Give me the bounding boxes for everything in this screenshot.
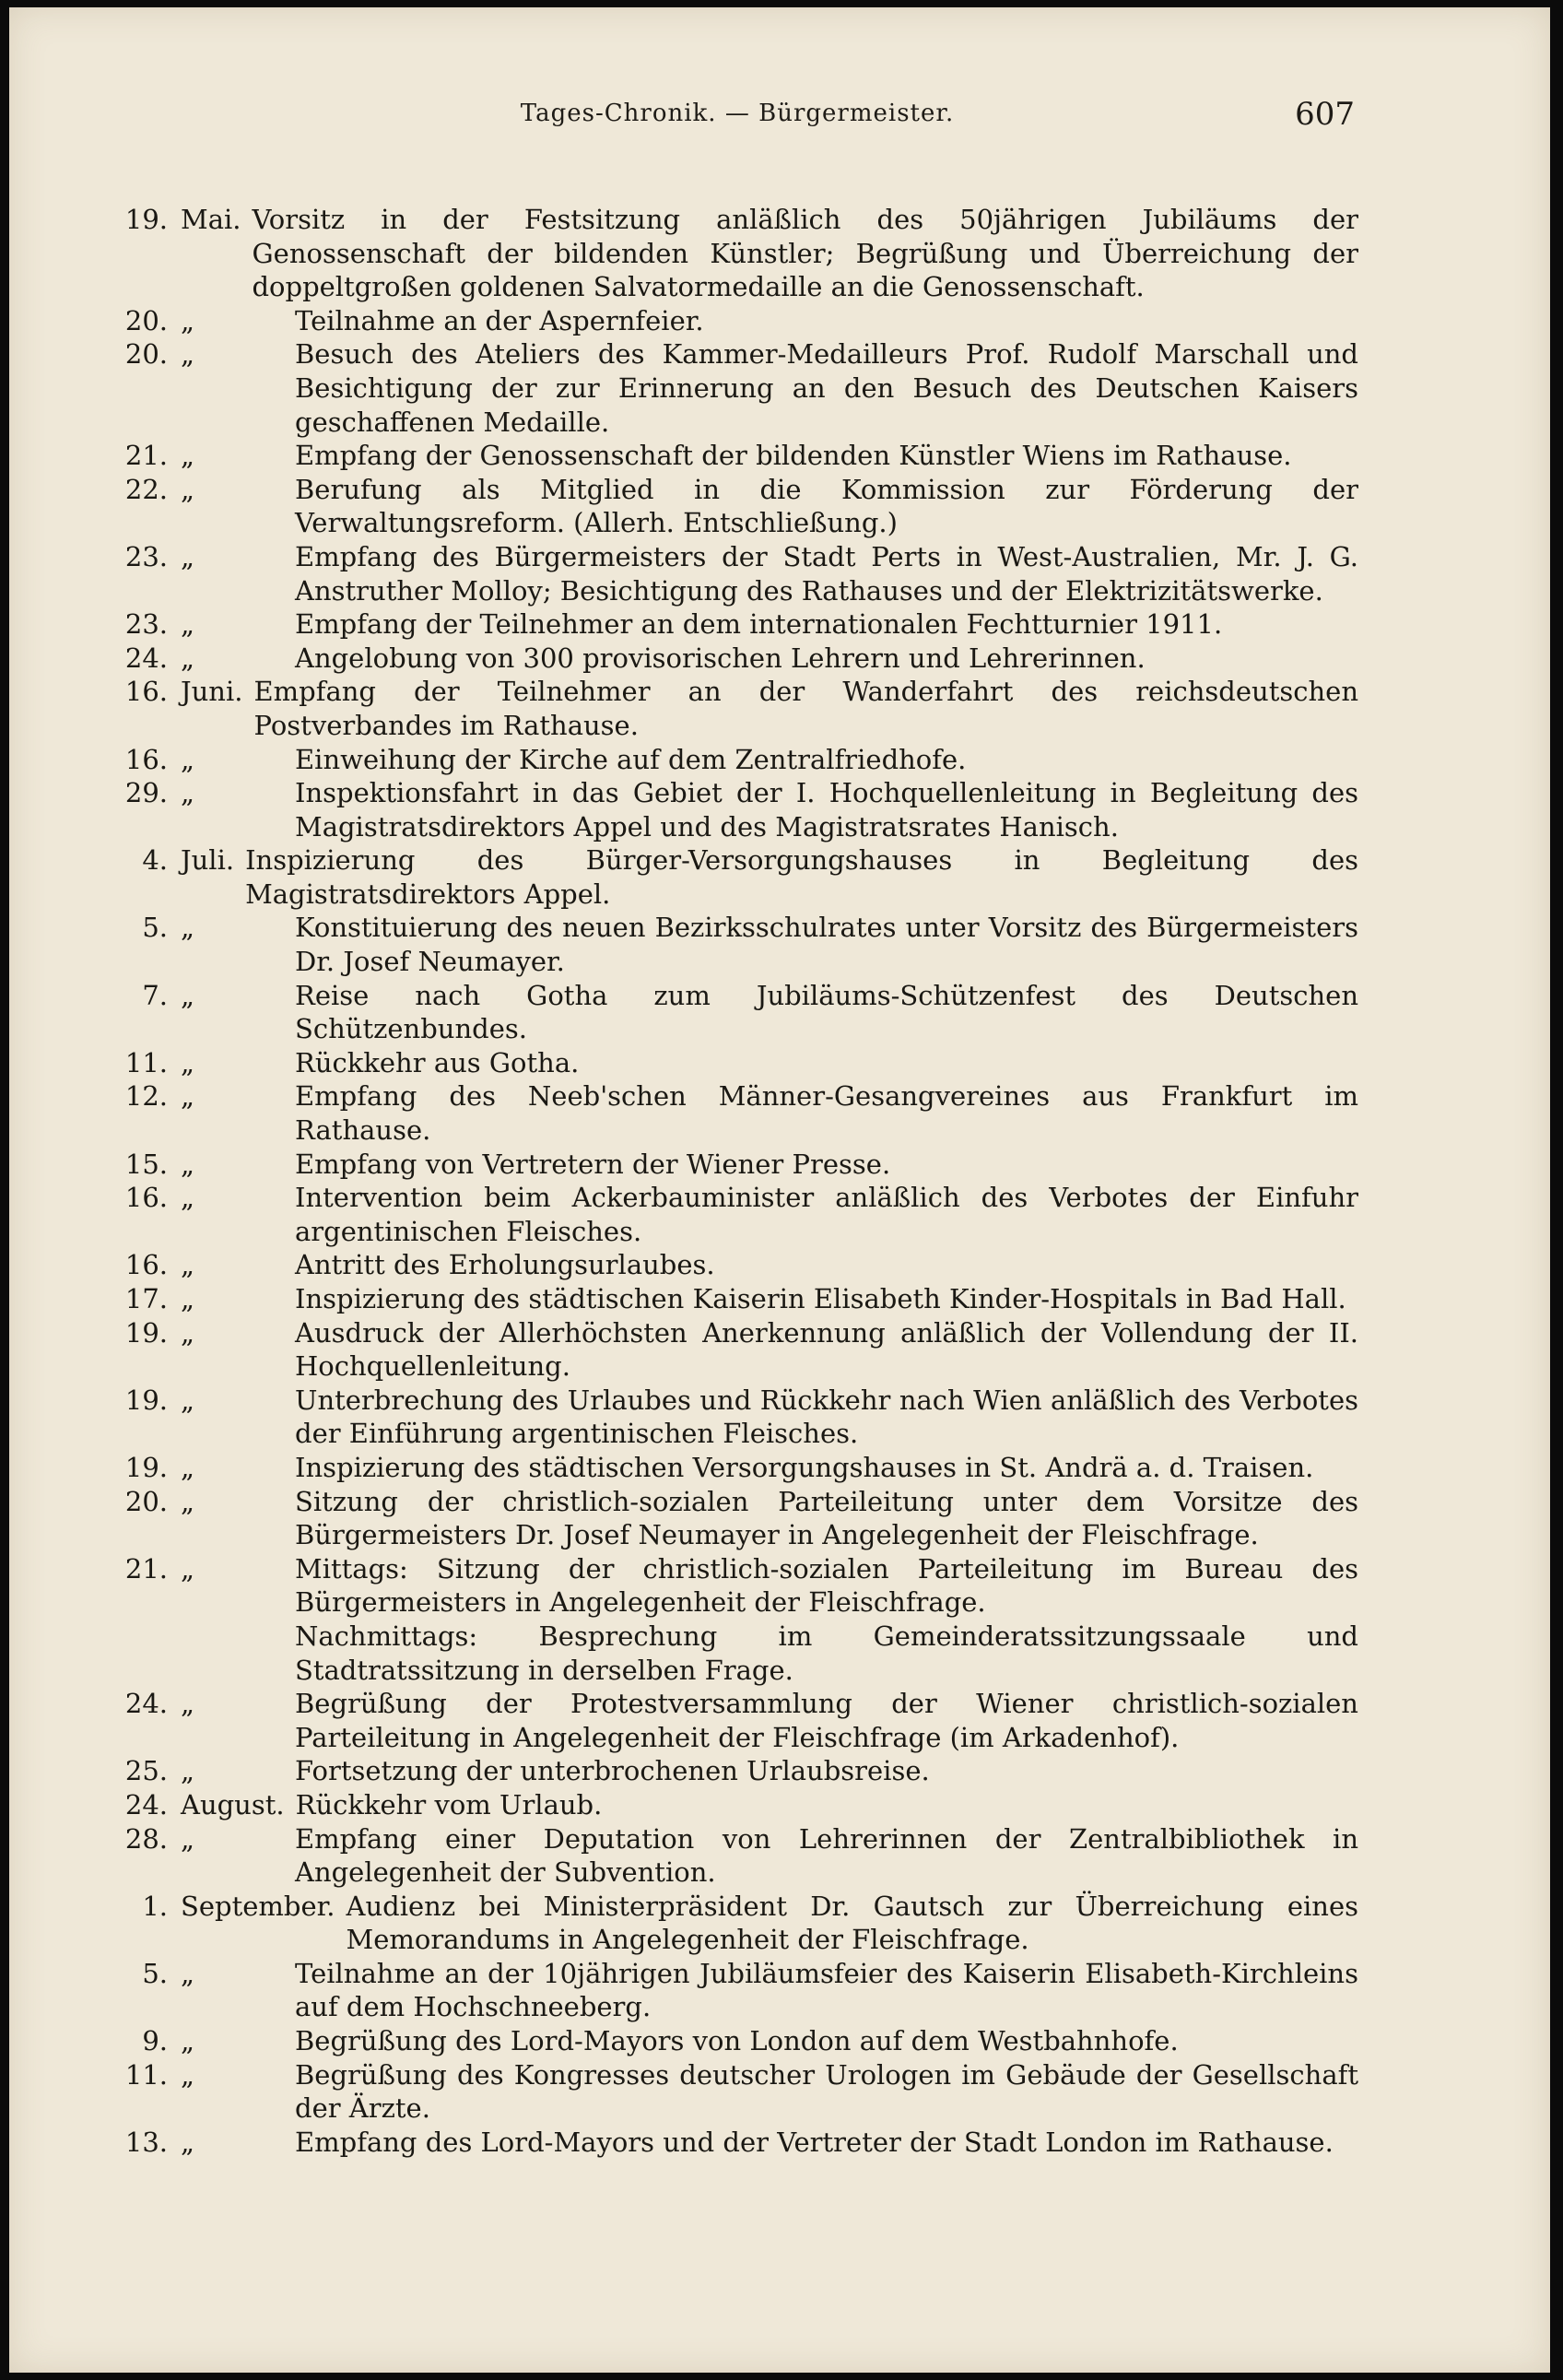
entry-paragraph: Fortsetzung der unterbrochenen Urlaubsreise. bbox=[295, 1755, 930, 1787]
chronicle-entry bbox=[114, 304, 1358, 338]
entry-paragraph: Teilnahme an der Aspernfeier. bbox=[295, 304, 704, 336]
chronicle-entry bbox=[114, 911, 1358, 978]
entry-text bbox=[252, 203, 1358, 304]
entry-month: „ bbox=[181, 540, 195, 572]
entry-month: „ bbox=[181, 1283, 195, 1314]
chronicle-entry bbox=[114, 1822, 1358, 1890]
entry-day: 24. bbox=[124, 642, 168, 674]
entry-text bbox=[295, 1384, 1358, 1451]
entry-text bbox=[295, 1046, 1358, 1080]
entry-paragraph: Empfang von Vertretern der Wiener Presse. bbox=[295, 1148, 891, 1180]
chronicle-entry bbox=[114, 1079, 1358, 1147]
entry-month: „ bbox=[181, 608, 195, 641]
entry-text bbox=[295, 1754, 1358, 1788]
chronicle-entries bbox=[114, 203, 1358, 2159]
entry-text bbox=[295, 473, 1358, 540]
entry-paragraph: Audienz bei Ministerpräsident Dr. Gautsch zur Überreichung eines Memorandums in Angelegenheit der Fleischfrage. bbox=[346, 1890, 1358, 1956]
entry-day: 29. bbox=[124, 777, 168, 809]
entry-day: 28. bbox=[124, 1822, 168, 1855]
entry-day: 17. bbox=[124, 1283, 168, 1314]
entry-day: 11. bbox=[124, 2058, 168, 2091]
chronicle-entry bbox=[114, 439, 1358, 473]
entry-text bbox=[295, 1957, 1358, 2024]
chronicle-entry bbox=[114, 1282, 1358, 1316]
entry-month: September. bbox=[181, 1890, 335, 1922]
entry-text bbox=[295, 2126, 1358, 2160]
entry-month: August. bbox=[181, 1788, 285, 1820]
entry-text bbox=[295, 1148, 1358, 1182]
entry-paragraph: Inspektionsfahrt in das Gebiet der I. Hochquellenleitung in Begleitung des Magistratsdirektors Appel und des Magistratsrates Hanisch. bbox=[295, 777, 1358, 842]
entry-paragraph: Einweihung der Kirche auf dem Zentralfriedhofe. bbox=[295, 743, 967, 775]
chronicle-entry bbox=[114, 2024, 1358, 2058]
entry-day: 20. bbox=[124, 1485, 168, 1517]
entry-text bbox=[295, 439, 1358, 473]
chronicle-entry bbox=[114, 540, 1358, 607]
entry-paragraph: Ausdruck der Allerhöchsten Anerkennung anläßlich der Vollendung der II. Hochquellenleitung. bbox=[295, 1316, 1358, 1383]
entry-day: 19. bbox=[124, 1316, 168, 1349]
entry-text bbox=[295, 2058, 1358, 2126]
entry-text bbox=[347, 1890, 1358, 1957]
entry-month: „ bbox=[181, 1249, 195, 1281]
entry-day: 16. bbox=[124, 676, 168, 708]
entry-day: 5. bbox=[142, 1957, 168, 1989]
entry-text bbox=[295, 1822, 1358, 1890]
entry-paragraph: Sitzung der christlich-sozialen Parteileitung unter dem Vorsitze des Bürgermeisters Dr. Josef Neumayer in Angelegenheit der Fleischfrage. bbox=[295, 1485, 1358, 1551]
entry-month: „ bbox=[181, 1316, 195, 1349]
entry-text bbox=[295, 1282, 1358, 1316]
entry-day: 15. bbox=[124, 1148, 168, 1180]
chronicle-entry bbox=[114, 1552, 1358, 1687]
entry-paragraph: Reise nach Gotha zum Jubiläums-Schützenfest des Deutschen Schützenbundes. bbox=[295, 979, 1358, 1045]
entry-paragraph: Empfang einer Deputation von Lehrerinnen der Zentralbibliothek in Angelegenheit der Subvention. bbox=[295, 1822, 1358, 1889]
chronicle-entry bbox=[114, 607, 1358, 642]
chronicle-entry bbox=[114, 1148, 1358, 1182]
entry-text bbox=[295, 776, 1358, 843]
entry-text bbox=[295, 607, 1358, 642]
entry-day: 21. bbox=[124, 1552, 168, 1585]
entry-paragraph: Empfang der Teilnehmer an dem internationalen Fechtturnier 1911. bbox=[295, 608, 1223, 641]
chronicle-entry bbox=[114, 1046, 1358, 1080]
entry-day: 20. bbox=[124, 338, 168, 371]
entry-month: „ bbox=[181, 1046, 195, 1078]
entry-text bbox=[295, 540, 1358, 607]
chronicle-entry bbox=[114, 743, 1358, 777]
entry-month: „ bbox=[181, 2058, 195, 2091]
chronicle-entry bbox=[114, 776, 1358, 843]
entry-day: 13. bbox=[124, 2126, 168, 2158]
entry-text bbox=[295, 911, 1358, 978]
entry-paragraph: Empfang der Teilnehmer an der Wanderfahrt des reichsdeutschen Postverbandes im Rathause. bbox=[253, 676, 1358, 741]
entry-day: 12. bbox=[124, 1080, 168, 1113]
entry-day: 16. bbox=[124, 1249, 168, 1281]
entry-month: „ bbox=[181, 473, 195, 505]
entry-month: „ bbox=[181, 1755, 195, 1787]
entry-paragraph: Antritt des Erholungsurlaubes. bbox=[295, 1249, 715, 1281]
chronicle-entry bbox=[114, 979, 1358, 1046]
entry-day: 5. bbox=[142, 912, 168, 944]
entry-text bbox=[245, 843, 1358, 911]
entry-paragraph: Inspizierung des städtischen Kaiserin Elisabeth Kinder-Hospitals in Bad Hall. bbox=[295, 1283, 1346, 1314]
entry-paragraph: Mittags: Sitzung der christlich-sozialen Parteileitung im Bureau des Bürgermeisters in Angelegenheit der Fleischfrage. bbox=[295, 1552, 1358, 1619]
chronicle-entry bbox=[114, 1788, 1358, 1822]
entry-paragraph: Empfang des Neeb'schen Männer-Gesangvereines aus Frankfurt im Rathause. bbox=[295, 1080, 1358, 1147]
chronicle-entry bbox=[114, 1687, 1358, 1754]
entry-text bbox=[295, 1316, 1358, 1384]
entry-paragraph: Empfang des Bürgermeisters der Stadt Perts in West-Australien, Mr. J. G. Anstruther Molloy; Besichtigung des Rathauses und der Elektrizitätswerke. bbox=[295, 540, 1358, 607]
chronicle-entry bbox=[114, 1890, 1358, 1957]
entry-paragraph: Begrüßung der Protestversammlung der Wiener christlich-sozialen Parteileitung in Angelegenheit der Fleischfrage (im Arkadenhof). bbox=[295, 1688, 1358, 1753]
entry-paragraph: Nachmittags: Besprechung im Gemeinderatssitzungssaale und Stadtratssitzung in derselben Frage. bbox=[295, 1620, 1358, 1686]
entry-month: „ bbox=[181, 1822, 195, 1855]
chronicle-entry bbox=[114, 1957, 1358, 2024]
entry-text bbox=[295, 304, 1358, 338]
entry-paragraph: Unterbrechung des Urlaubes und Rückkehr nach Wien anläßlich des Verbotes der Einführung argentinischen Fleisches. bbox=[295, 1384, 1358, 1450]
chronicle-entry bbox=[114, 1316, 1358, 1384]
page-number: 607 bbox=[1295, 96, 1355, 133]
entry-paragraph: Konstituierung des neuen Bezirksschulrates unter Vorsitz des Bürgermeisters Dr. Josef Neumayer. bbox=[295, 912, 1358, 978]
entry-day: 25. bbox=[124, 1755, 168, 1787]
chronicle-entry bbox=[114, 1754, 1358, 1788]
entry-month: „ bbox=[181, 1384, 195, 1416]
entry-month: „ bbox=[181, 1451, 195, 1483]
entry-month: „ bbox=[181, 1182, 195, 1214]
entry-month: „ bbox=[181, 912, 195, 944]
entry-day: 21. bbox=[124, 440, 168, 472]
running-title: Tages-Chronik. — Bürgermeister. bbox=[520, 100, 955, 127]
entry-text bbox=[295, 1687, 1358, 1754]
entry-text bbox=[253, 675, 1358, 742]
entry-paragraph: Rückkehr aus Gotha. bbox=[295, 1046, 580, 1078]
entry-day: 22. bbox=[124, 473, 168, 505]
entry-month: „ bbox=[181, 743, 195, 775]
entry-paragraph: Inspizierung des Bürger-Versorgungshauses in Begleitung des Magistratsdirektors Appel. bbox=[245, 844, 1358, 910]
entry-paragraph: Rückkehr vom Urlaub. bbox=[295, 1788, 603, 1820]
entry-text bbox=[295, 979, 1358, 1046]
chronicle-entry bbox=[114, 2058, 1358, 2126]
entry-month: „ bbox=[181, 440, 195, 472]
entry-day: 9. bbox=[142, 2025, 168, 2057]
entry-day: 16. bbox=[124, 1182, 168, 1214]
entry-paragraph: Angelobung von 300 provisorischen Lehrern und Lehrerinnen. bbox=[295, 642, 1146, 674]
chronicle-entry bbox=[114, 1384, 1358, 1451]
entry-month: „ bbox=[181, 1552, 195, 1585]
chronicle-entry bbox=[114, 675, 1358, 742]
entry-month: „ bbox=[181, 1485, 195, 1517]
entry-paragraph: Empfang des Lord-Mayors und der Vertreter der Stadt London im Rathause. bbox=[295, 2126, 1334, 2158]
chronicle-entry bbox=[114, 473, 1358, 540]
chronicle-entry bbox=[114, 1248, 1358, 1282]
running-head bbox=[120, 96, 1355, 136]
entry-month: „ bbox=[181, 642, 195, 674]
entry-text bbox=[295, 1485, 1358, 1552]
entry-day: 20. bbox=[124, 304, 168, 336]
entry-month: „ bbox=[181, 777, 195, 809]
entry-paragraph: Intervention beim Ackerbauminister anläßlich des Verbotes der Einfuhr argentinischen Fleisches. bbox=[295, 1182, 1358, 1247]
chronicle-entry bbox=[114, 337, 1358, 439]
entry-month: „ bbox=[181, 2025, 195, 2057]
entry-paragraph: Berufung als Mitglied in die Kommission zur Förderung der Verwaltungsreform. (Allerh. Entschließung.) bbox=[295, 473, 1358, 539]
chronicle-entry bbox=[114, 1181, 1358, 1248]
entry-text bbox=[295, 1552, 1358, 1687]
entry-day: 24. bbox=[124, 1788, 168, 1820]
entry-text bbox=[295, 2024, 1358, 2058]
entry-paragraph: Vorsitz in der Festsitzung anläßlich des 50jährigen Jubiläums der Genossenschaft der bildenden Künstler; Begrüßung und Überreichung der doppeltgroßen goldenen Salvatormedaille an die Genossenschaft. bbox=[252, 204, 1358, 303]
entry-day: 23. bbox=[124, 540, 168, 572]
entry-month: „ bbox=[181, 1688, 195, 1720]
entry-month: „ bbox=[181, 304, 195, 336]
entry-month: Juni. bbox=[181, 676, 243, 708]
entry-paragraph: Inspizierung des städtischen Versorgungshauses in St. Andrä a. d. Traisen. bbox=[295, 1451, 1314, 1483]
entry-month: „ bbox=[181, 2126, 195, 2158]
entry-day: 23. bbox=[124, 608, 168, 641]
entry-month: Juli. bbox=[181, 844, 235, 877]
chronicle-entry bbox=[114, 1485, 1358, 1552]
entry-day: 24. bbox=[124, 1688, 168, 1720]
chronicle-entry bbox=[114, 843, 1358, 911]
entry-day: 19. bbox=[124, 1451, 168, 1483]
chronicle-entry bbox=[114, 642, 1358, 676]
entry-text bbox=[296, 1788, 1358, 1822]
entry-paragraph: Besuch des Ateliers des Kammer-Medailleurs Prof. Rudolf Marschall und Besichtigung der zur Erinnerung an den Besuch des Deutschen Kaisers geschaffenen Medaille. bbox=[295, 338, 1358, 438]
entry-month: „ bbox=[181, 1080, 195, 1113]
book-page bbox=[9, 7, 1550, 2373]
entry-day: 16. bbox=[124, 743, 168, 775]
entry-day: 19. bbox=[124, 204, 168, 235]
entry-day: 11. bbox=[124, 1046, 168, 1078]
entry-paragraph: Begrüßung des Lord-Mayors von London auf dem Westbahnhofe. bbox=[295, 2025, 1179, 2057]
entry-text bbox=[295, 1248, 1358, 1282]
entry-day: 1. bbox=[142, 1890, 168, 1922]
entry-month: „ bbox=[181, 1148, 195, 1180]
chronicle-entry bbox=[114, 2126, 1358, 2160]
entry-month: „ bbox=[181, 1957, 195, 1989]
entry-paragraph: Teilnahme an der 10jährigen Jubiläumsfeier des Kaiserin Elisabeth-Kirchleins auf dem Hochschneeberg. bbox=[295, 1957, 1358, 2023]
chronicle-entry bbox=[114, 1451, 1358, 1485]
chronicle-entry bbox=[114, 203, 1358, 304]
entry-day: 4. bbox=[142, 844, 168, 877]
entry-text bbox=[295, 743, 1358, 777]
entry-month: „ bbox=[181, 338, 195, 371]
entry-text bbox=[295, 337, 1358, 439]
entry-month: „ bbox=[181, 979, 195, 1011]
entry-day: 19. bbox=[124, 1384, 168, 1416]
entry-month: Mai. bbox=[181, 204, 241, 235]
entry-paragraph: Empfang der Genossenschaft der bildenden Künstler Wiens im Rathause. bbox=[295, 440, 1292, 472]
entry-paragraph: Begrüßung des Kongresses deutscher Urologen im Gebäude der Gesellschaft der Ärzte. bbox=[295, 2058, 1358, 2125]
entry-text bbox=[295, 1079, 1358, 1147]
entry-text bbox=[295, 642, 1358, 676]
entry-day: 7. bbox=[142, 979, 168, 1011]
entry-text bbox=[295, 1451, 1358, 1485]
entry-text bbox=[295, 1181, 1358, 1248]
